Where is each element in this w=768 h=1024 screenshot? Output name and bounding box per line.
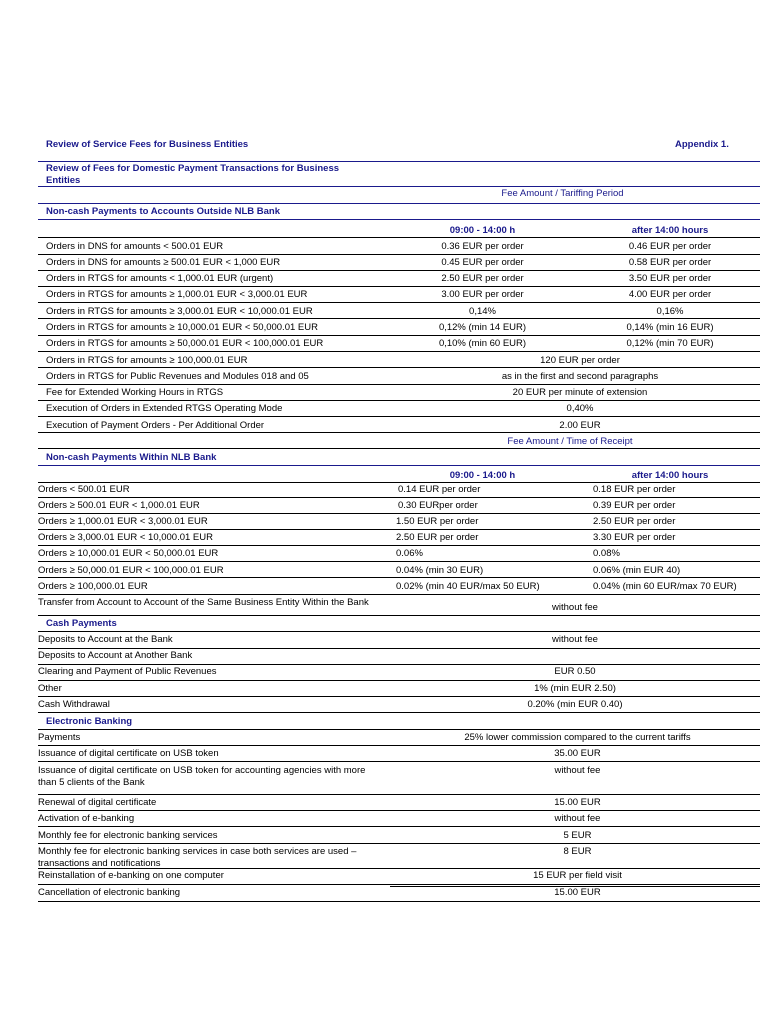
- table-row-label: Monthly fee for electronic banking services: [38, 830, 218, 841]
- table-row-label: Issuance of digital certificate on USB token: [38, 748, 219, 759]
- document-title: Review of Service Fees for Business Entities: [46, 139, 249, 150]
- table-row-label: Orders in RTGS for Public Revenues and Modules 018 and 05: [46, 371, 309, 382]
- divider: [38, 810, 760, 811]
- domestic-title-line2: Entities: [46, 175, 81, 186]
- appendix-label: Appendix 1.: [675, 139, 729, 150]
- divider: [38, 254, 760, 255]
- table-cell-daytime: 0,14%: [469, 306, 496, 317]
- divider: [38, 843, 760, 844]
- table-cell-merged: without fee: [552, 634, 598, 645]
- table-cell-after-hours: 3.30 EUR per order: [593, 532, 676, 543]
- table-cell-merged: 120 EUR per order: [540, 355, 620, 366]
- table-row-label: Cash Withdrawal: [38, 699, 110, 710]
- divider: [38, 761, 760, 762]
- table-row-label: Orders ≥ 1,000.01 EUR < 3,000.01 EUR: [38, 516, 208, 527]
- divider: [38, 302, 760, 303]
- table-cell-after-hours: 2.50 EUR per order: [593, 516, 676, 527]
- table-row-label: Monthly fee for electronic banking services in case both services are used –: [38, 846, 357, 857]
- table-cell-daytime: 2.50 EUR per order: [396, 532, 479, 543]
- table-row-label: Execution of Orders in Extended RTGS Operating Mode: [46, 403, 283, 414]
- table-cell-after-hours: 0,12% (min 70 EUR): [626, 338, 714, 349]
- table-cell-after-hours: 0.04% (min 60 EUR/max 70 EUR): [593, 581, 737, 592]
- table-cell-daytime: 0.04% (min 30 EUR): [396, 565, 484, 576]
- table-row-label: Reinstallation of e-banking on one computer: [38, 870, 224, 881]
- table-row-label: Orders ≥ 500.01 EUR < 1,000.01 EUR: [38, 500, 200, 511]
- divider: [38, 696, 760, 697]
- table-cell-merged: 2.00 EUR: [559, 420, 601, 431]
- table-row-label: Orders in RTGS for amounts ≥ 1,000.01 EUR < 3,000.01 EUR: [46, 289, 308, 300]
- table-cell-merged: EUR 0.50: [554, 666, 596, 677]
- divider: [38, 680, 760, 681]
- divider: [38, 432, 760, 433]
- divider: [38, 545, 760, 546]
- table-row-label: Orders in DNS for amounts < 500.01 EUR: [46, 241, 224, 252]
- domestic-title-line1: Review of Fees for Domestic Payment Transactions for Business: [46, 163, 340, 174]
- table-cell-merged: 8 EUR: [563, 846, 592, 857]
- table-cell-merged: 20 EUR per minute of extension: [512, 387, 648, 398]
- table-row-label: Fee for Extended Working Hours in RTGS: [46, 387, 224, 398]
- divider: [38, 901, 760, 902]
- table-cell-daytime: 3.00 EUR per order: [441, 289, 524, 300]
- table-cell-daytime: 0.06%: [396, 548, 423, 559]
- table-cell-after-hours: 0,16%: [656, 306, 684, 317]
- divider: [38, 529, 760, 530]
- divider: [38, 729, 760, 730]
- divider: [38, 465, 760, 466]
- table-row-label: Clearing and Payment of Public Revenues: [38, 666, 217, 677]
- table-cell-daytime: 0.30 EURper order: [398, 500, 478, 511]
- divider: [38, 335, 760, 336]
- divider: [38, 513, 760, 514]
- table-row-label: Other: [38, 683, 62, 694]
- table-cell-merged: as in the first and second paragraphs: [501, 371, 659, 382]
- section-title-within-nlb: Non-cash Payments Within NLB Bank: [46, 452, 217, 463]
- table-row-label: Deposits to Account at the Bank: [38, 634, 173, 645]
- table-cell-after-hours: 0,14% (min 16 EUR): [626, 322, 714, 333]
- table-cell-merged: 0,40%: [566, 403, 594, 414]
- table-cell-merged: 5 EUR: [563, 830, 592, 841]
- divider: [38, 745, 760, 746]
- divider: [38, 448, 760, 449]
- divider: [38, 219, 760, 220]
- divider: [38, 367, 760, 368]
- divider: [38, 594, 760, 595]
- section-title-outside-nlb: Non-cash Payments to Accounts Outside NLB Bank: [46, 206, 281, 217]
- table-row-label: Renewal of digital certificate: [38, 797, 157, 808]
- table-row-label: Orders ≥ 3,000.01 EUR < 10,000.01 EUR: [38, 532, 213, 543]
- table-cell-daytime: 0.02% (min 40 EUR/max 50 EUR): [396, 581, 540, 592]
- divider: [38, 631, 760, 632]
- table-row-label: Issuance of digital certificate on USB token for accounting agencies with more: [38, 765, 366, 776]
- column-header-daytime: 09:00 - 14:00 h: [449, 470, 516, 481]
- divider: [38, 237, 760, 238]
- divider: [38, 416, 760, 417]
- table-cell-daytime: 1.50 EUR per order: [396, 516, 479, 527]
- table-cell-after-hours: 4.00 EUR per order: [628, 289, 712, 300]
- column-header-after-hours: after 14:00 hours: [631, 470, 709, 481]
- table-row-label: Orders in RTGS for amounts ≥ 3,000.01 EUR < 10,000.01 EUR: [46, 306, 313, 317]
- table-row-label: Execution of Payment Orders - Per Additional Order: [46, 420, 265, 431]
- table-cell-daytime: 0,10% (min 60 EUR): [438, 338, 527, 349]
- table-cell-merged: 15.00 EUR: [554, 797, 601, 808]
- table-row-label: Deposits to Account at Another Bank: [38, 650, 193, 661]
- table-cell-after-hours: 0.39 EUR per order: [593, 500, 676, 511]
- column-header-after-hours: after 14:00 hours: [631, 225, 709, 236]
- divider: [38, 400, 760, 401]
- table-cell-daytime: 0.14 EUR per order: [398, 484, 481, 495]
- table-cell-daytime: 0.36 EUR per order: [441, 241, 524, 252]
- fee-receipt-header: Fee Amount / Time of Receipt: [507, 436, 633, 447]
- divider: [38, 712, 760, 713]
- divider: [38, 577, 760, 578]
- table-row-label: Orders < 500.01 EUR: [38, 484, 130, 495]
- table-cell-after-hours: 0.46 EUR per order: [628, 241, 712, 252]
- divider: [38, 884, 760, 885]
- divider: [38, 826, 760, 827]
- divider: [38, 318, 760, 319]
- table-cell-after-hours: 0.58 EUR per order: [628, 257, 712, 268]
- table-row-label: Orders ≥ 50,000.01 EUR < 100,000.01 EUR: [38, 565, 224, 576]
- column-header-daytime: 09:00 - 14:00 h: [449, 225, 516, 236]
- table-cell-merged: 25% lower commission compared to the current tariffs: [464, 732, 691, 743]
- table-row-label: Orders ≥ 10,000.01 EUR < 50,000.01 EUR: [38, 548, 219, 559]
- table-cell-merged: 15.00 EUR: [554, 887, 601, 898]
- table-cell-daytime: 0,12% (min 14 EUR): [438, 322, 527, 333]
- table-cell-merged: 0.20% (min EUR 0.40): [527, 699, 623, 710]
- divider: [38, 351, 760, 352]
- table-cell-merged: 1% (min EUR 2.50): [534, 683, 616, 694]
- divider: [38, 203, 760, 204]
- section-title-ebanking: Electronic Banking: [46, 716, 133, 727]
- divider: [38, 497, 760, 498]
- table-cell-merged: without fee: [554, 813, 601, 824]
- table-row-label: Orders in RTGS for amounts < 1,000.01 EUR (urgent): [46, 273, 274, 284]
- divider: [38, 286, 760, 287]
- table-row-label: Orders ≥ 100,000.01 EUR: [38, 581, 148, 592]
- divider: [38, 270, 760, 271]
- table-row-label-continued: transactions and notifications: [38, 858, 161, 869]
- table-row-label: Transfer from Account to Account of the Same Business Entity Within the Bank: [38, 597, 369, 608]
- divider: [38, 561, 760, 562]
- table-cell-daytime: 2.50 EUR per order: [441, 273, 524, 284]
- table-cell-after-hours: 0.18 EUR per order: [593, 484, 676, 495]
- table-row-label: Orders in RTGS for amounts ≥ 50,000.01 EUR < 100,000.01 EUR: [46, 338, 324, 349]
- table-row-label: Orders in RTGS for amounts ≥ 10,000.01 EUR < 50,000.01 EUR: [46, 322, 318, 333]
- table-row-label: Payments: [38, 732, 81, 743]
- table-row-label: Cancellation of electronic banking: [38, 887, 181, 898]
- table-cell-merged: without fee: [554, 765, 601, 776]
- table-cell-after-hours: 3.50 EUR per order: [628, 273, 712, 284]
- section-title-cash: Cash Payments: [46, 618, 117, 629]
- table-cell-daytime: 0.45 EUR per order: [441, 257, 524, 268]
- table-cell-merged: 35.00 EUR: [554, 748, 601, 759]
- table-row-label: Orders in RTGS for amounts ≥ 100,000.01 EUR: [46, 355, 248, 366]
- divider: [38, 615, 760, 616]
- table-cell-after-hours: 0.08%: [593, 548, 620, 559]
- table-cell-merged: 15 EUR per field visit: [533, 870, 622, 881]
- table-cell-after-hours: 0.06% (min EUR 40): [593, 565, 681, 576]
- table-row-label-continued: than 5 clients of the Bank: [38, 777, 145, 788]
- divider: [38, 384, 760, 385]
- table-row-label: Orders in DNS for amounts ≥ 500.01 EUR < 1,000 EUR: [46, 257, 281, 268]
- fee-amount-header: Fee Amount / Tariffing Period: [501, 188, 624, 199]
- divider: [38, 794, 760, 795]
- table-cell-merged: without fee: [552, 602, 598, 613]
- table-row-label: Activation of e-banking: [38, 813, 135, 824]
